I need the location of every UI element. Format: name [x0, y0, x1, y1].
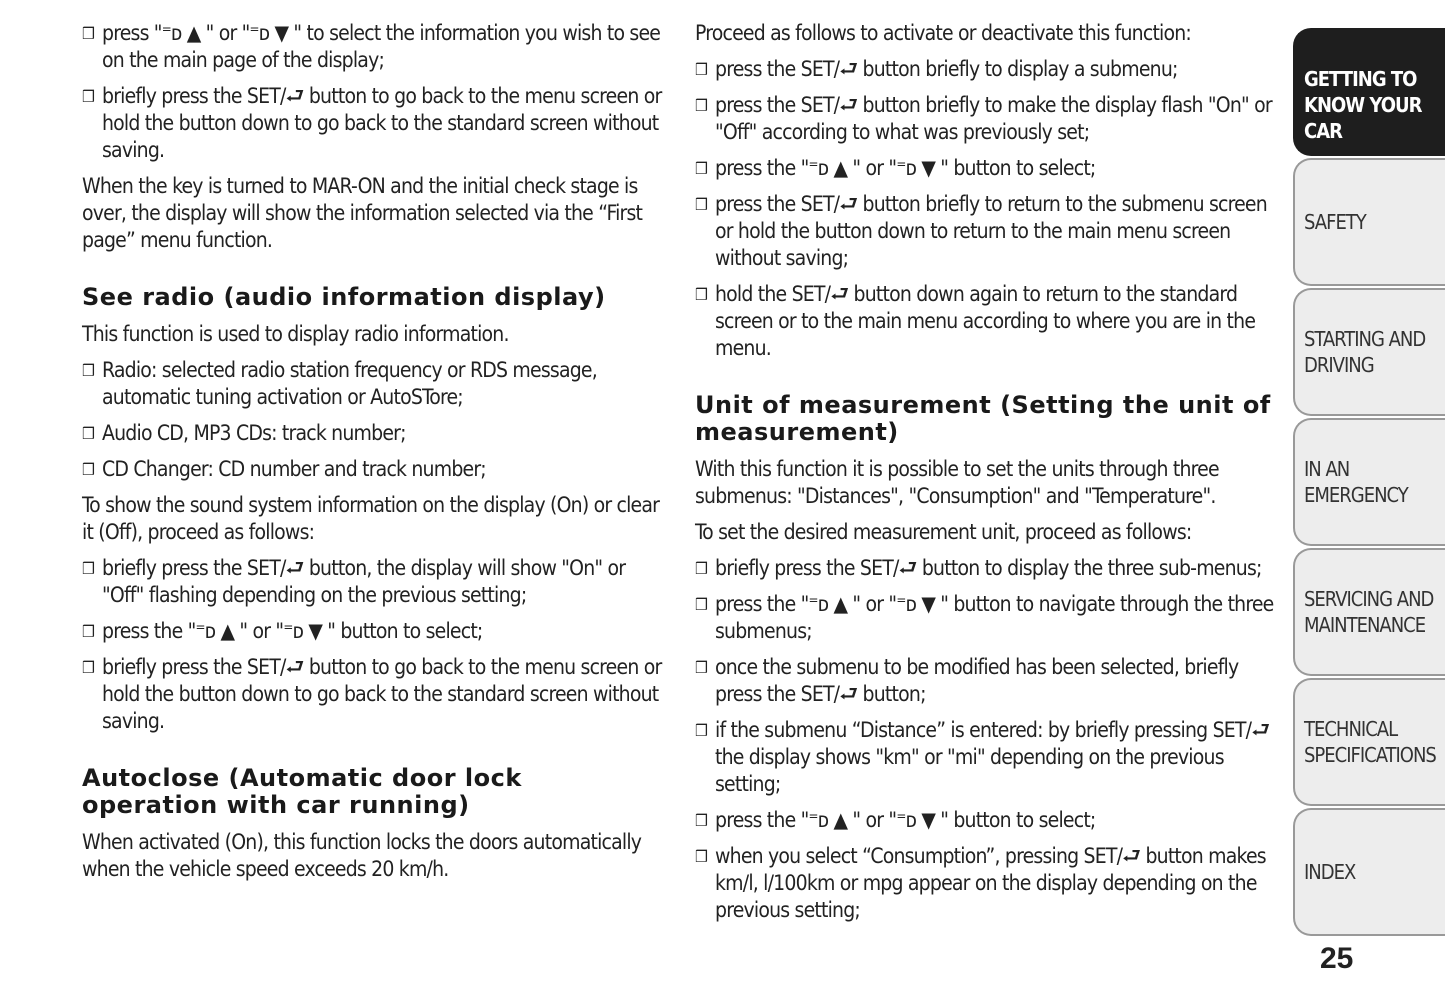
right-item-4: ❒ press the SET/⮐ button briefly to return to the submenu screen or hold the button down to return to the main menu screen without saving;: [695, 191, 1275, 272]
left-item-11: ❒ briefly press the SET/⮐ button to go back to the menu screen or hold the button down to go back to the standard screen without saving.: [82, 654, 662, 735]
heading-see-radio: See radio (audio information display): [82, 283, 606, 311]
right-item-5: ❒ hold the SET/⮐ button down again to return to the standard screen or to the main menu according to where you are in the menu.: [695, 281, 1275, 362]
left-item-10: ❒ press the "⁼ᴅ ▲ " or "⁼ᴅ ▼ " button to select;: [82, 618, 662, 645]
right-item-7: With this function it is possible to set the units through three submenus: "Distances", "Consumption" and "Temperature".: [695, 457, 1219, 508]
tab-starting-and-driving[interactable]: STARTING AND DRIVING: [1293, 288, 1445, 416]
chapter-tabs: [1293, 28, 1445, 938]
left-item-2: When the key is turned to MAR-ON and the initial check stage is over, the display will show the information selected via the “First page” menu function.: [82, 174, 643, 252]
left-item-0: ❒ press "⁼ᴅ ▲ " or "⁼ᴅ ▼ " to select the information you wish to see on the main page of the display;: [82, 20, 662, 74]
left-item-8: To show the sound system information on the display (On) or clear it (Off), proceed as follows:: [82, 493, 660, 544]
right-item-12: ❒ if the submenu “Distance” is entered: by briefly pressing SET/⮐ the display shows "km" or "mi" depending on the previous setting;: [695, 717, 1275, 798]
left-item-13: When activated (On), this function locks the doors automatically when the vehicle speed exceeds 20 km/h.: [82, 830, 642, 881]
right-item-3: ❒ press the "⁼ᴅ ▲ " or "⁼ᴅ ▼ " button to select;: [695, 155, 1275, 182]
left-item-1: ❒ briefly press the SET/⮐ button to go back to the menu screen or hold the button down to go back to the standard screen without saving.: [82, 83, 662, 164]
left-item-7: ❒ CD Changer: CD number and track number;: [82, 456, 662, 483]
right-column: [695, 20, 1275, 933]
right-item-10: ❒ press the "⁼ᴅ ▲ " or "⁼ᴅ ▼ " button to navigate through the three submenus;: [695, 591, 1275, 645]
heading-unit-of-measurement: Unit of measurement (Setting the unit of measurement): [695, 391, 1271, 446]
heading-autoclose: Autoclose (Automatic door lock operation with car running): [82, 764, 522, 819]
tab-safety[interactable]: SAFETY: [1293, 158, 1445, 286]
left-item-5: ❒ Radio: selected radio station frequency or RDS message, automatic tuning activation or AutoSTore;: [82, 357, 662, 411]
right-item-1: ❒ press the SET/⮐ button briefly to display a submenu;: [695, 56, 1275, 83]
right-item-9: ❒ briefly press the SET/⮐ button to display the three sub-menus;: [695, 555, 1275, 582]
right-item-2: ❒ press the SET/⮐ button briefly to make the display flash "On" or "Off" according to what was previously set;: [695, 92, 1275, 146]
left-item-6: ❒ Audio CD, MP3 CDs: track number;: [82, 420, 662, 447]
right-item-0: Proceed as follows to activate or deactivate this function:: [695, 21, 1192, 45]
tab-getting-to-know-your-car[interactable]: GETTING TO KNOW YOUR CAR: [1293, 28, 1445, 156]
left-item-4: This function is used to display radio information.: [82, 322, 509, 346]
right-item-11: ❒ once the submenu to be modified has been selected, briefly press the SET/⮐ button;: [695, 654, 1275, 708]
tab-in-an-emergency[interactable]: IN AN EMERGENCY: [1293, 418, 1445, 546]
left-column: [82, 20, 662, 892]
tab-index[interactable]: INDEX: [1293, 808, 1445, 936]
right-item-8: To set the desired measurement unit, proceed as follows:: [695, 520, 1192, 544]
page-number: 25: [1320, 942, 1354, 975]
tab-servicing-and-maintenance[interactable]: SERVICING AND MAINTENANCE: [1293, 548, 1445, 676]
tab-technical-specifications[interactable]: TECHNICAL SPECIFICATIONS: [1293, 678, 1445, 806]
right-item-14: ❒ when you select “Consumption”, pressing SET/⮐ button makes km/l, l/100km or mpg appear on the display depending on the previous setting;: [695, 843, 1275, 924]
left-item-9: ❒ briefly press the SET/⮐ button, the display will show "On" or "Off" flashing depending on the previous setting;: [82, 555, 662, 609]
right-item-13: ❒ press the "⁼ᴅ ▲ " or "⁼ᴅ ▼ " button to select;: [695, 807, 1275, 834]
